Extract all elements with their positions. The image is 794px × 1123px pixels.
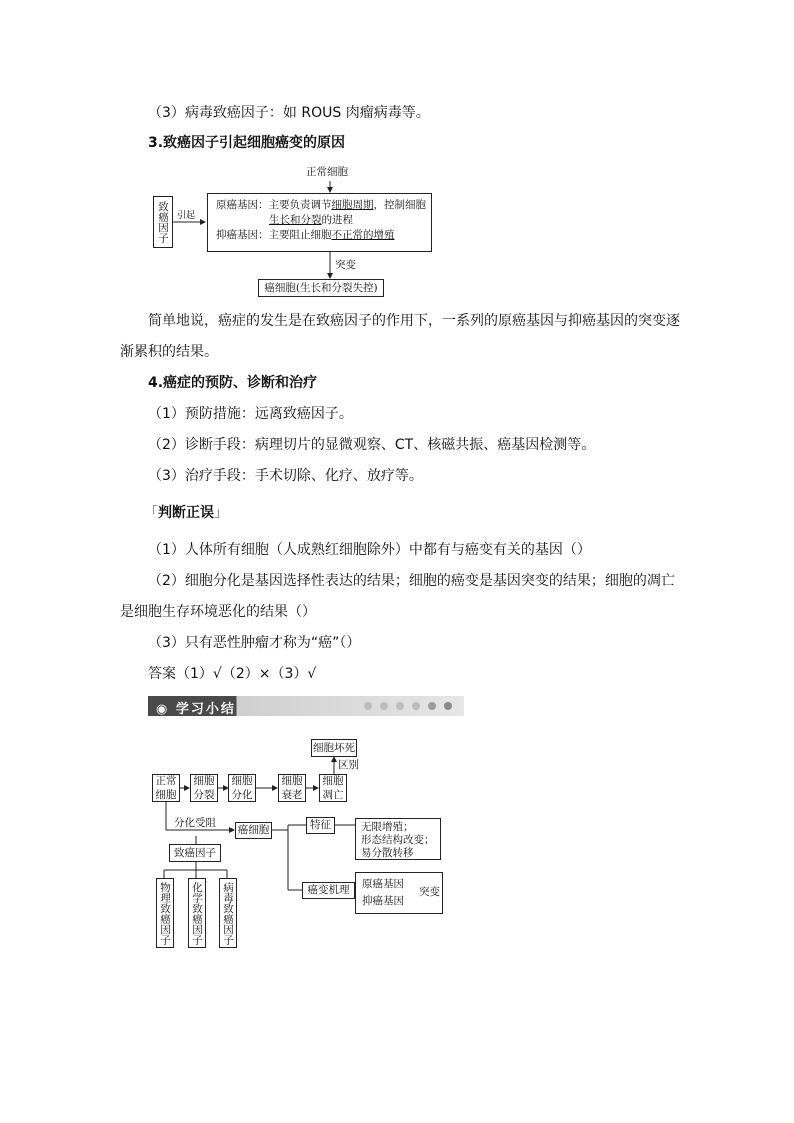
- cell-differentiation-text: 细胞分化: [231, 775, 253, 801]
- cell-differentiation-box: [228, 774, 256, 802]
- mechanism-box: 癌变机理: [302, 882, 355, 899]
- feature-box: 特征: [306, 817, 335, 834]
- chemical-carcinogen-text: 化学致癌因子: [191, 881, 203, 945]
- viral-carcinogen-box: [219, 878, 237, 948]
- proto-suffix: 的进程: [321, 214, 353, 226]
- judge-title-text: 判断正误: [158, 505, 214, 521]
- judge-q2-line-1: （2）细胞分化是基因选择性表达的结果；细胞的癌变是基因突变的结果；细胞的凋亡: [148, 573, 675, 589]
- judge-answer: 答案（1）√（2）×（3）√: [148, 666, 317, 682]
- physical-carcinogen-text: 物理致癌因子: [159, 881, 171, 945]
- mechanism-detail-box: [355, 872, 443, 914]
- cell-apoptosis-text: 细胞凋亡: [322, 775, 344, 801]
- distinguish-label: 区别: [338, 759, 359, 771]
- diagnosis-line: （2）诊断手段：病理切片的显微观察、CT、核磁共振、癌基因检测等。: [148, 437, 596, 453]
- judge-q1: （1）人体所有细胞（人成熟红细胞除外）中都有与癌变有关的基因（）: [148, 542, 591, 558]
- cancer-cell-box: 癌细胞(生长和分裂失控): [258, 279, 384, 297]
- treatment-line: （3）治疗手段：手术切除、化疗、放疗等。: [148, 468, 423, 484]
- judge-title: 「判断正误」: [144, 505, 228, 521]
- summary-line-2: 渐累积的结果。: [120, 344, 218, 360]
- cell-division-box: [190, 774, 218, 802]
- summary-line-1: 简单地说，癌症的发生是在致癌因子的作用下，一系列的原癌基因与抑癌基因的突变逐: [148, 313, 680, 329]
- proto-cell-cycle: 细胞周期: [331, 199, 374, 211]
- suppressor-gene-label: 抑癌基因: [362, 895, 404, 907]
- normal-cell-box: [152, 774, 180, 802]
- judge-q2-line-2: 是细胞生存环境恶化的结果（）: [120, 604, 316, 620]
- normal-cell-text: 正常细胞: [155, 775, 177, 801]
- chemical-carcinogen-box: [188, 878, 206, 948]
- feature-morphology-change: 形态结构改变；: [361, 834, 435, 846]
- mutation-label-2: 突变: [419, 886, 440, 898]
- viral-carcinogen-text: 病毒致癌因子: [222, 881, 234, 945]
- supp-prefix: 抑癌基因：主要阻止细胞: [216, 229, 332, 241]
- cancer-cell-box-2: 癌细胞: [235, 822, 272, 839]
- proto-gene-label: 原癌基因: [362, 878, 404, 890]
- diff-blocked-label: 分化受阻: [174, 817, 216, 829]
- mutation-label: 突变: [335, 259, 356, 271]
- carcinogen-box-2: 致癌因子: [169, 844, 221, 862]
- cell-aging-text: 细胞衰老: [281, 775, 303, 801]
- cell-aging-box: [278, 774, 306, 802]
- cell-division-text: 细胞分裂: [193, 775, 215, 801]
- feature-metastasis: 易分散转移: [361, 847, 414, 859]
- cell-apoptosis-box: [319, 774, 347, 802]
- physical-carcinogen-box: [156, 878, 174, 948]
- carcinogen-text: 致癌因子: [157, 201, 169, 243]
- cause-label: 引起: [177, 211, 196, 221]
- feature-infinite-proliferation: 无限增殖；: [361, 821, 414, 833]
- supp-abnormal-proliferation: 不正常的增殖: [331, 229, 395, 241]
- proto-mid: ，控制细胞: [373, 199, 426, 211]
- section-4-heading: 4.癌症的预防、诊断和治疗: [148, 375, 318, 391]
- prevention-line: （1）预防措施：远离致癌因子。: [148, 406, 353, 422]
- normal-cell-label: 正常细胞: [306, 166, 348, 178]
- judge-q3: （3）只有恶性肿瘤才称为“癌”（）: [148, 635, 361, 651]
- banner-title: ◉ 学习小结: [156, 702, 236, 717]
- virus-carcinogen-line: （3）病毒致癌因子：如 ROUS 肉瘤病毒等。: [148, 105, 430, 121]
- proto-prefix: 原癌基因：主要负责调节: [216, 199, 332, 211]
- necrosis-box: 细胞坏死: [311, 739, 357, 757]
- section-3-heading: 3.致癌因子引起细胞癌变的原因: [148, 135, 346, 151]
- features-detail-box: [355, 818, 441, 860]
- proto-growth-division: 生长和分裂: [269, 214, 322, 226]
